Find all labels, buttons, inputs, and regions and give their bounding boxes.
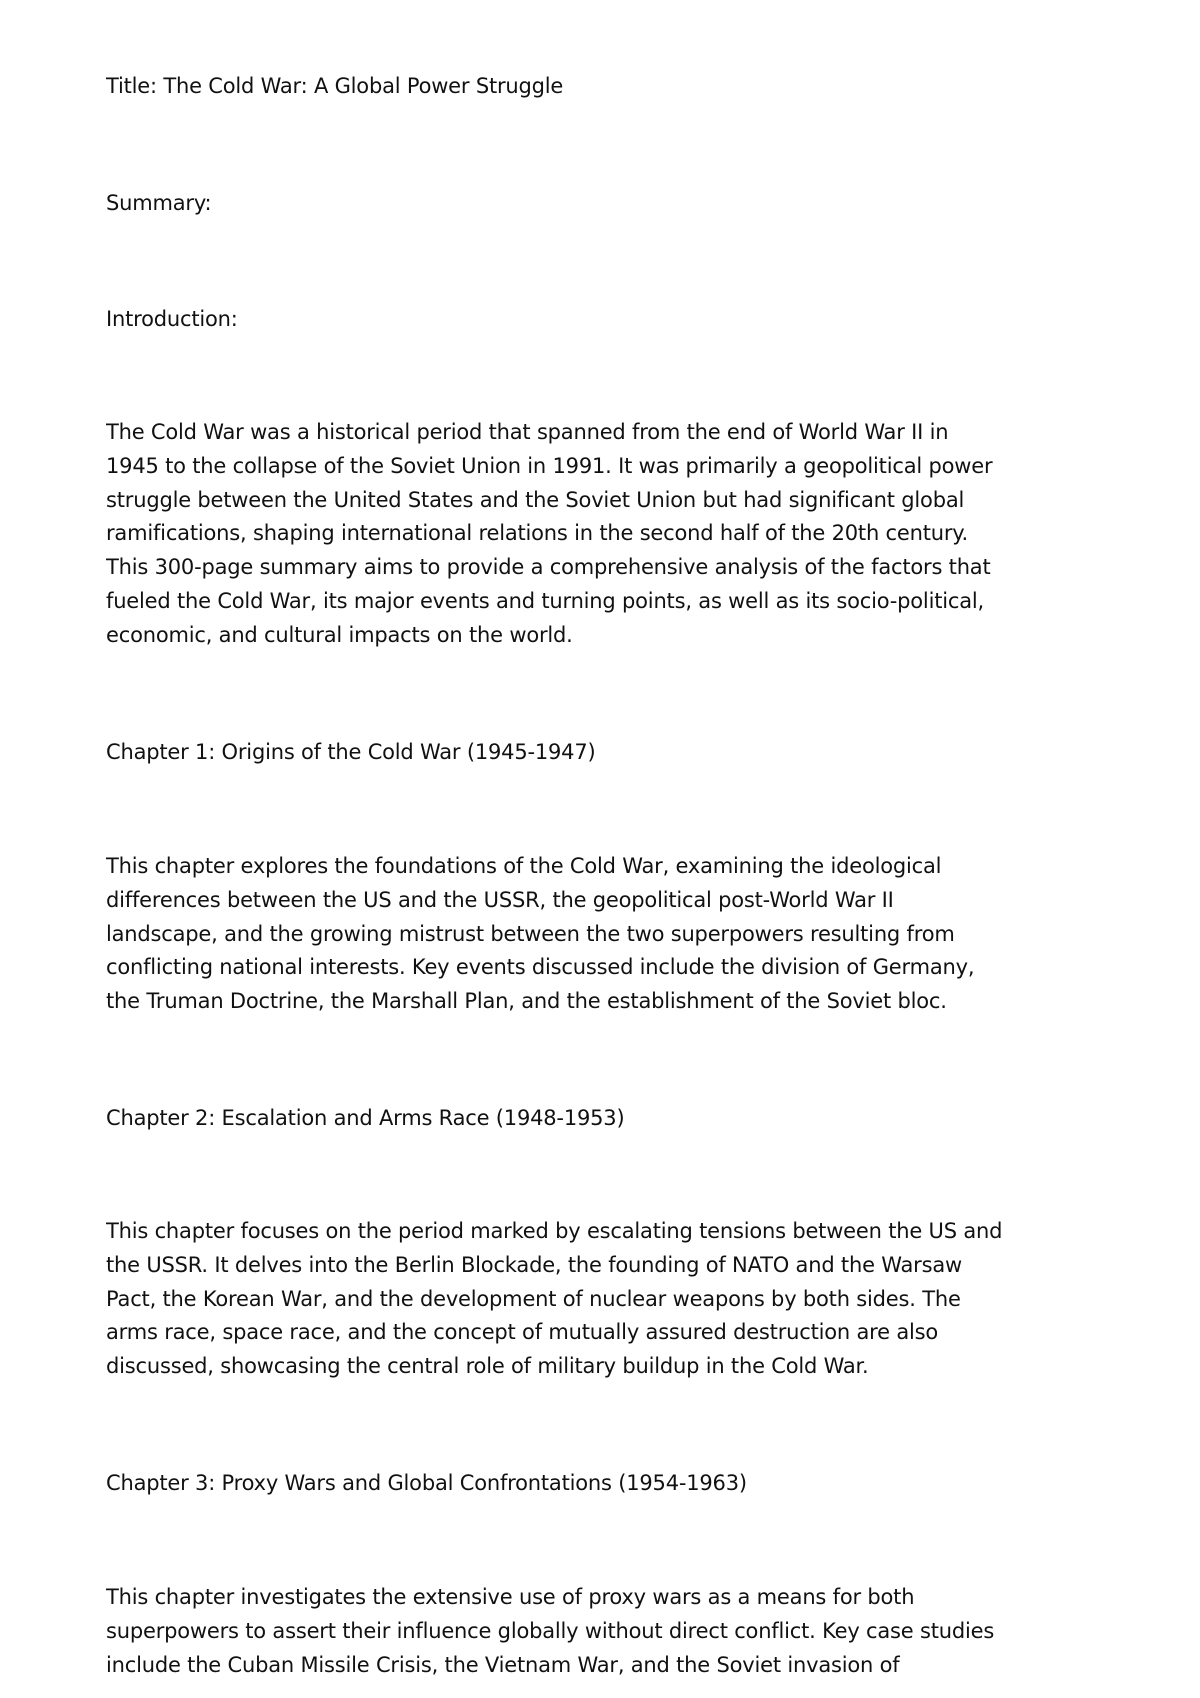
paragraph-line: This chapter explores the foundations of the Cold War, examining the ideological [106, 854, 942, 878]
chapter-2-paragraph [106, 1215, 1116, 1384]
introduction-paragraph [106, 416, 1116, 653]
paragraph-line: This chapter investigates the extensive use of proxy wars as a means for both [106, 1585, 915, 1609]
paragraph-line: fueled the Cold War, its major events and turning points, as well as its socio-political, [106, 588, 984, 613]
paragraph-line: differences between the US and the USSR, the geopolitical post-World War II [106, 887, 894, 912]
paragraph-line: discussed, showcasing the central role of military buildup in the Cold War. [106, 1354, 869, 1379]
chapter-2-heading: Chapter 2: Escalation and Arms Race (1948-1953) [106, 1106, 625, 1130]
document-title: Title: The Cold War: A Global Power Struggle [106, 74, 564, 98]
paragraph-line: This chapter focuses on the period marked by escalating tensions between the US and [106, 1219, 1003, 1243]
paragraph-line: This 300-page summary aims to provide a comprehensive analysis of the factors that [106, 555, 991, 580]
paragraph-line: arms race, space race, and the concept of mutually assured destruction are also [106, 1320, 939, 1345]
paragraph-line: include the Cuban Missile Crisis, the Vietnam War, and the Soviet invasion of [106, 1652, 900, 1677]
paragraph-line: the USSR. It delves into the Berlin Blockade, the founding of NATO and the Warsaw [106, 1252, 962, 1277]
chapter-3-heading: Chapter 3: Proxy Wars and Global Confrontations (1954-1963) [106, 1471, 747, 1495]
paragraph-line: struggle between the United States and the Soviet Union but had significant global [106, 487, 965, 512]
paragraph-line: the Truman Doctrine, the Marshall Plan, and the establishment of the Soviet bloc. [106, 989, 947, 1014]
chapter-1-heading: Chapter 1: Origins of the Cold War (1945-1947) [106, 740, 596, 764]
paragraph-line: Pact, the Korean War, and the development of nuclear weapons by both sides. The [106, 1286, 961, 1311]
paragraph-line: The Cold War was a historical period that spanned from the end of World War II in [106, 420, 949, 444]
paragraph-line: 1945 to the collapse of the Soviet Union in 1991. It was primarily a geopolitical power [106, 453, 993, 478]
paragraph-line: economic, and cultural impacts on the world. [106, 622, 573, 647]
summary-heading: Summary: [106, 191, 212, 215]
chapter-1-paragraph [106, 850, 1116, 1019]
paragraph-line: ramifications, shaping international relations in the second half of the 20th century. [106, 521, 969, 546]
chapter-3-paragraph [106, 1581, 1116, 1682]
paragraph-line: superpowers to assert their influence globally without direct conflict. Key case studies [106, 1618, 995, 1643]
paragraph-line: landscape, and the growing mistrust between the two superpowers resulting from [106, 921, 955, 946]
paragraph-line: conflicting national interests. Key events discussed include the division of Germany, [106, 955, 975, 980]
introduction-heading: Introduction: [106, 307, 238, 331]
